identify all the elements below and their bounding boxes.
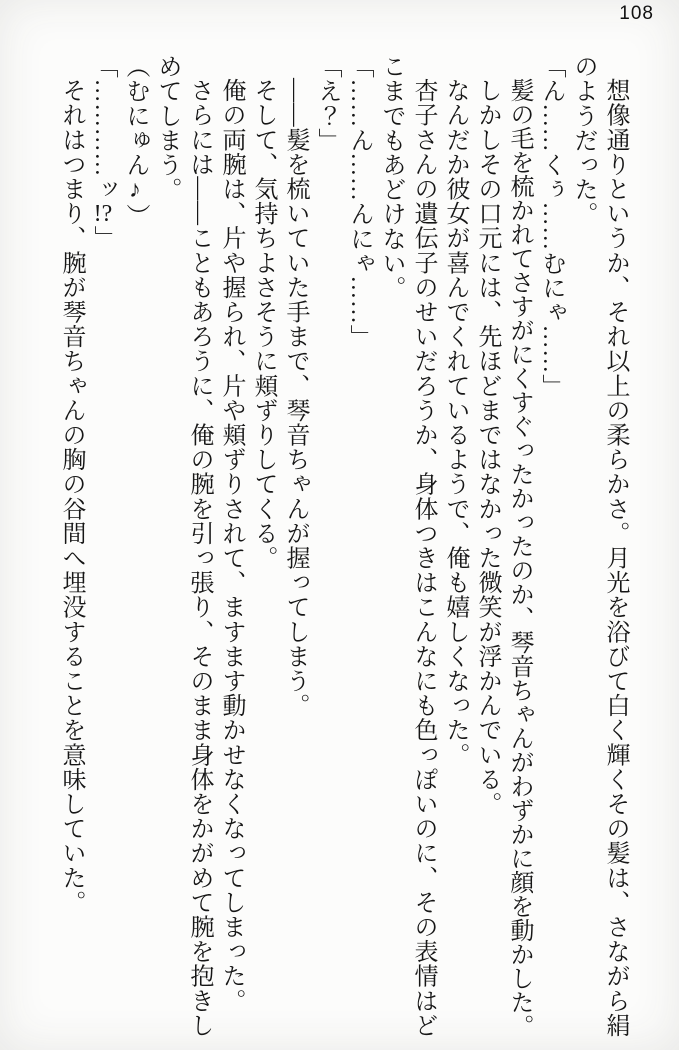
page-number: 108 xyxy=(619,3,654,24)
tatechuyoko-exclamation: !? xyxy=(93,201,113,226)
text-line: 「え？」 xyxy=(314,54,340,153)
text-line: 「…………ッ!?」 xyxy=(90,54,116,251)
text-line: さらには——こともあろうに、俺の腕を引っ張り、そのまま身体をかがめて腕を抱きしめてしまう。 xyxy=(154,54,212,1038)
novel-text-area xyxy=(55,54,631,1044)
text-line: 杏子さんの遺伝子のせいだろうか、身体つきはこんなにも色っぽいのに、その表情はどこまでもあどけない。 xyxy=(378,54,436,1038)
text-line: なんだか彼女が喜んでくれているようで、俺も嬉しくなった。 xyxy=(442,78,468,767)
text-line: 髪の毛を梳かれてさすがにくすぐったかったのか、琴音ちゃんがわずかに顔を動かした。 xyxy=(506,78,532,1038)
text-line: それはつまり、腕が琴音ちゃんの胸の谷間へ埋没することを意味していた。 xyxy=(58,78,84,915)
text-line: そして、気持ちよさそうに頬ずりしてくる。 xyxy=(250,78,276,570)
text-line: 俺の両腕は、片や握られ、片や頬ずりされて、ますます動かせなくなってしまった。 xyxy=(218,78,244,1013)
text-line: 想像通りというか、それ以上の柔らかさ。月光を浴びて白く輝くその髪は、さながら絹のようだった。 xyxy=(570,54,628,1038)
text-line: ——髪を梳いていた手まで、琴音ちゃんが握ってしまう。 xyxy=(282,78,308,718)
text-line: 「ん……くぅ……むにゃ……」 xyxy=(538,54,564,399)
text-line: （むにゅん♪） xyxy=(122,54,148,229)
text-line: 「……ん……んにゃ……」 xyxy=(346,54,372,350)
text-line: しかしその口元には、先ほどまではなかった微笑が浮かんでいる。 xyxy=(474,78,500,816)
